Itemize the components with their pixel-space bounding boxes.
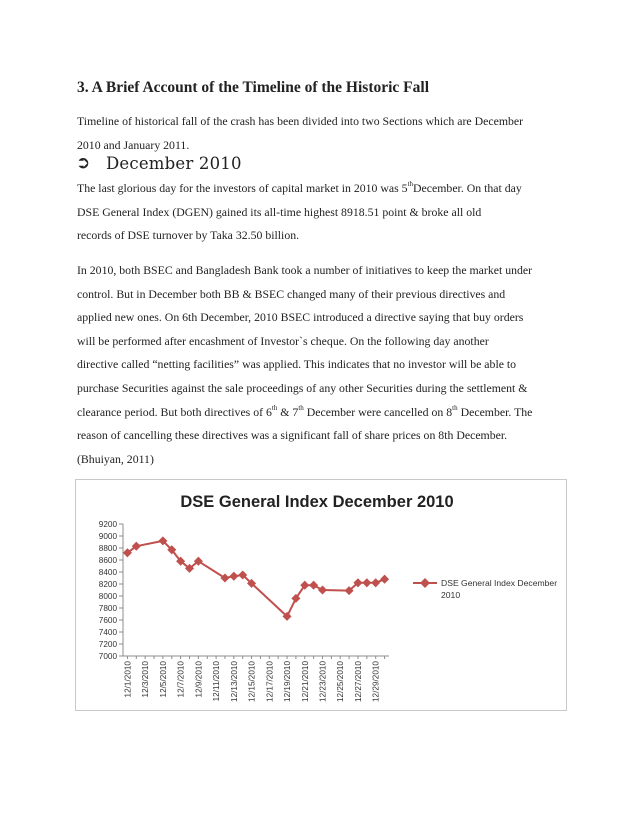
section-heading: 3. A Brief Account of the Timeline of the Historic Fall [77,79,430,96]
data-point [229,572,238,581]
series-line [127,541,384,617]
data-point [318,585,327,594]
legend-marker [420,578,430,588]
p2-line-7d: December. The [457,404,533,419]
x-tick-label: 12/13/2010 [229,661,239,702]
p2-sup-2: th [298,403,304,412]
y-tick-label: 7200 [98,640,117,649]
p2-line-7b: & 7 [277,404,299,419]
x-tick-label: 12/19/2010 [283,661,293,702]
x-tick-label: 12/29/2010 [371,661,381,702]
y-tick-label: 7000 [98,652,117,661]
p2-line-7a: clearance period. But both directives of 6 [77,404,272,419]
x-tick-label: 12/25/2010 [336,661,346,702]
legend-label-2: 2010 [441,590,461,600]
x-tick-label: 12/1/2010 [123,661,133,698]
p1-text-b: December. On that day [413,181,522,195]
paragraph-2 [77,259,562,471]
subsection-header [76,153,242,173]
data-point [309,581,318,590]
y-tick-label: 7600 [98,616,117,625]
y-tick-label: 8800 [98,544,117,553]
x-tick-label: 12/15/2010 [247,661,257,702]
data-point [371,578,380,587]
intro-line-1: Timeline of historical fall of the crash has been divided into two Sections which are December [77,114,524,128]
p2-line-1: In 2010, both BSEC and Bangladesh Bank took a number of initiatives to keep the market under [77,263,533,277]
paragraph-1 [77,177,562,248]
p2-sup-1: th [271,403,278,412]
p2-line-6: purchase Securities against the sale proceedings of any other Securities during the settlement & [77,380,528,395]
x-tick-label: 12/11/2010 [212,661,222,702]
arrow-bullet-icon: ➲ [76,153,91,173]
y-tick-label: 7400 [98,628,117,637]
y-axis [99,520,123,661]
line-chart [76,480,568,712]
y-tick-label: 8200 [98,580,117,589]
p1-line-3: records of DSE turnover by Taka 32.50 billion. [77,228,300,243]
y-tick-label: 8000 [98,592,117,601]
x-tick-label: 12/3/2010 [141,661,151,698]
y-tick-label: 8600 [98,556,117,565]
x-tick-label: 12/23/2010 [318,661,328,702]
x-tick-label: 12/9/2010 [194,661,204,698]
chart-title: DSE General Index December 2010 [180,493,454,511]
p2-line-2: control. But in December both BB & BSEC changed many of their previous directives and [77,286,506,301]
p2-line-7c: December were cancelled on 8 [303,404,453,419]
series-group [123,536,389,621]
p2-line-3: applied new ones. On 6th December, 2010 BSEC introduced a directive saying that buy orders [77,310,524,325]
p2-line-5: directive called “netting facilities” was applied. This indicates that no investor will be able to [77,357,517,372]
x-tick-label: 12/17/2010 [265,661,275,702]
y-tick-label: 8400 [98,568,117,577]
x-tick-label: 12/27/2010 [353,661,363,702]
x-axis [123,656,389,702]
intro-paragraph [77,110,562,157]
data-point [380,575,389,584]
p1-text-a: The last glorious day for the investors of capital market in 2010 was 5 [77,181,408,195]
y-tick-label: 7800 [98,604,117,613]
x-tick-label: 12/7/2010 [176,661,186,698]
p1-sup: th [407,180,414,188]
y-tick-label: 9000 [98,532,117,541]
chart-container [75,479,567,711]
data-point [362,578,371,587]
legend-label-1: DSE General Index December [441,578,558,588]
legend [413,578,557,600]
x-tick-label: 12/5/2010 [158,661,168,698]
p2-line-4: will be performed after encashment of Investor`s cheque. On the following day another [77,333,489,348]
x-tick-label: 12/21/2010 [300,661,310,702]
p1-line-2: DSE General Index (DGEN) gained its all-time highest 8918.51 point & broke all old [77,204,482,219]
p2-line-8: reason of cancelling these directives was a significant fall of share prices on 8th December. [77,428,508,443]
y-tick-label: 9200 [98,520,117,529]
subsection-title: December 2010 [106,153,242,173]
intro-line-2: 2010 and January 2011. [77,137,190,152]
p2-sup-3: th [452,403,458,412]
p2-line-9: (Bhuiyan, 2011) [77,451,154,466]
